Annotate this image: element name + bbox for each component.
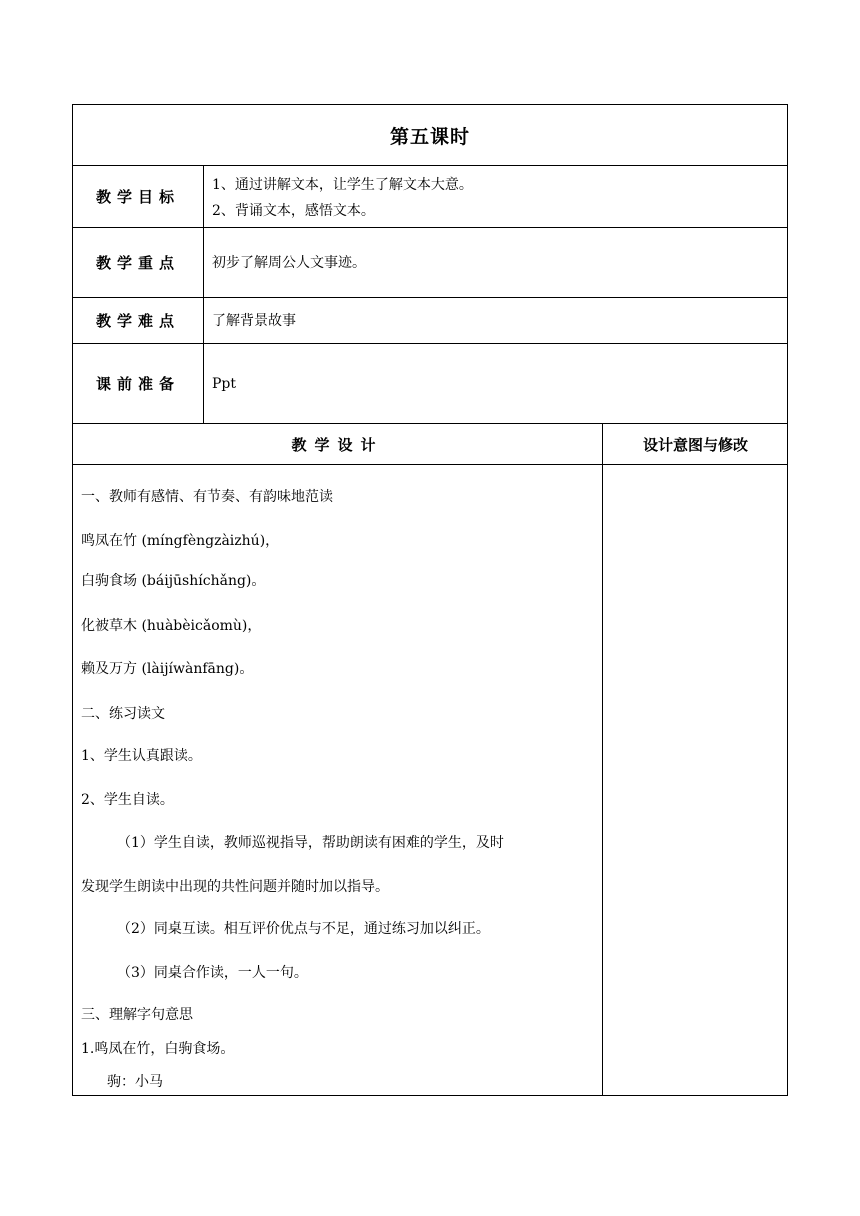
notes-header: 设计意图与修改 — [642, 436, 748, 454]
design-line: （3）同桌合作读，一人一句。 — [117, 965, 308, 981]
preparation-label: 课前准备 — [95, 375, 180, 393]
difficulties-label: 教学难点 — [95, 312, 180, 330]
design-line: 一、教师有感情、有节奏、有韵味地范读 — [81, 489, 333, 505]
objectives-label: 教学目标 — [95, 188, 180, 206]
design-header: 教学设计 — [291, 436, 384, 454]
design-line: 发现学生朗读中出现的共性问题并随时加以指导。 — [81, 879, 389, 895]
design-line: （2）同桌互读。相互评价优点与不足，通过练习加以纠正。 — [117, 921, 490, 937]
design-line: 白驹食场 (báijūshíchǎng)。 — [81, 573, 266, 589]
design-line: 驹：小马 — [107, 1074, 163, 1090]
design-line: 化被草木 (huàbèicǎomù)， — [81, 618, 262, 634]
preparation-value: Ppt — [212, 376, 237, 392]
design-line: 赖及万方 (làijíwànfāng)。 — [81, 661, 254, 677]
difficulties-value: 了解背景故事 — [212, 313, 296, 329]
key-points-value: 初步了解周公人文事迹。 — [212, 255, 366, 271]
page-title: 第五课时 — [389, 125, 470, 148]
objective-item: 2、背诵文本，感悟文本。 — [212, 203, 375, 219]
design-line: 2、学生自读。 — [81, 792, 174, 808]
objectives-value — [212, 172, 782, 224]
key-points-label: 教学重点 — [95, 254, 180, 272]
design-line: 三、理解字句意思 — [81, 1007, 193, 1023]
design-line: 鸣凤在竹 (míngfèngzàizhú)， — [81, 533, 280, 549]
design-line: 1、学生认真跟读。 — [81, 748, 202, 764]
design-line: （1）学生自读，教师巡视指导，帮助朗读有困难的学生，及时 — [117, 835, 504, 851]
column-divider — [602, 423, 603, 1096]
design-line: 二、练习读文 — [81, 706, 165, 722]
design-line: 1.鸣凤在竹，白驹食场。 — [81, 1041, 235, 1057]
objective-item: 1、通过讲解文本，让学生了解文本大意。 — [212, 177, 473, 193]
